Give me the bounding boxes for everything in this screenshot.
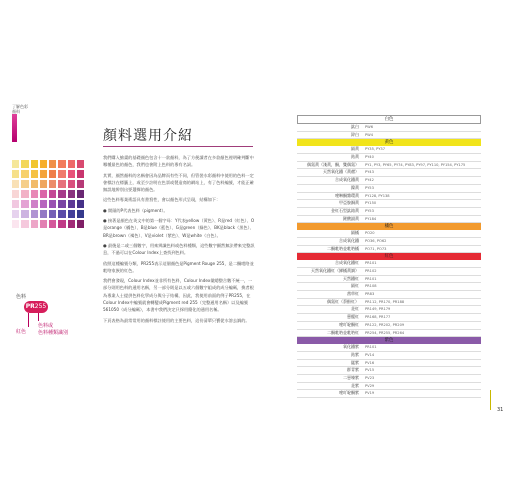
chapter-sublabel: 顏料 [12,109,20,114]
callout-line-right [38,313,39,321]
chapter-label: 了解色彩 [12,104,28,109]
pigment-name: 鎘橘 [351,230,359,236]
pigment-code: PW6 [365,125,374,129]
label-red: 紅色 [16,329,27,335]
pigment-name: 二惡嗪紫 [343,374,359,380]
color-swatch [58,160,65,168]
table-row [297,330,481,338]
color-swatch [31,200,38,208]
pigment-code: PR254, PR255, PR264 [365,330,405,335]
page-title: 顏料選用介紹 [103,128,193,144]
color-swatch [58,190,65,198]
pigment-name: 氧化鐵紫 [343,344,359,350]
table-row [297,200,481,208]
color-swatch [49,220,56,228]
color-swatch [21,210,28,218]
pigment-code: PR101 [365,345,377,350]
pigment-name: 苝紫 [351,382,359,388]
article-paragraph: 其實，顏然顏料的名稱會因為品牌而有些不同，但管裝水彩顏料中使用的色料一定會標註在標籤上，或至少註明在色票或製造商的網站上，有了色料編號，才能正確無誤地辨別出要選擇的顏色。 [103,172,254,193]
pigment-name: 鈦白 [351,124,359,129]
label-class-line1: 色料或 [38,323,54,329]
color-swatch [77,160,84,168]
color-swatch [49,190,56,198]
pigment-code: PY128, PY138 [365,193,390,198]
pigment-code: PR108 [365,284,377,289]
color-swatch [68,180,75,188]
color-swatch [21,160,28,168]
table-row [297,154,481,162]
table-row [297,291,481,299]
table-section-header: 黃色 [297,139,481,146]
color-swatch [77,210,84,218]
color-swatch [40,170,47,178]
pigment-code: PY184 [365,216,377,221]
color-swatch [49,170,56,178]
pigment-code: PV15 [365,368,375,373]
pigment-name: 群青紫 [347,367,359,373]
color-swatch [40,190,47,198]
label-classification [38,323,68,337]
pigment-name: 金紅石型鈦鉻黃 [331,207,359,213]
badge-letters: PR [25,303,35,310]
pigment-code: PY35, PY37 [365,147,385,152]
pigment-code: PR122, PR202, PR209 [365,322,405,327]
color-swatch [49,210,56,218]
table-row [297,177,481,185]
article-body [103,154,255,327]
table-row [297,352,481,360]
decorative-line [490,390,491,410]
color-swatch [68,210,75,218]
table-row [297,169,481,177]
article-paragraph: ● 接著是顏色在英文中的第一個字母：Y代表yellow（黃色）、R是red（紅色）、O是orange（橘色）、B是blue（藍色）、G是green（綠色）、BK是black（黑色）、BR是brown（褐色）、V是violet（紫色）、W是white（白色）。 [103,218,255,238]
table-row [297,185,481,193]
chapter-header [12,104,28,114]
pigment-name: 茜草紅 [347,291,359,297]
pigment-code: PO20 [365,231,375,236]
swatch-row [12,210,84,218]
pigment-code-badge [24,301,48,313]
swatch-row [12,180,84,188]
table-row [297,283,481,291]
table-row [297,260,481,268]
color-swatch [21,180,28,188]
color-swatch [12,170,19,178]
pigment-name: 鎘黃 [351,146,359,152]
pigment-code: PO71, PO73 [365,246,387,251]
color-swatch [40,210,47,218]
pigment-code: PR149, PR179 [365,307,391,312]
color-swatch [68,200,75,208]
color-swatch [68,160,75,168]
color-swatch [12,190,19,198]
pigment-name: 二酮吡咯並吡咯紅 [327,329,359,335]
pigment-name: 合成氧化鐵黃 [335,177,359,183]
table-row [297,390,481,398]
color-swatch [12,220,19,228]
pigment-code: PY40 [365,155,374,160]
color-swatch [40,180,47,188]
pigment-name: 二酮吡咯並吡咯橘 [327,245,359,251]
color-swatch [31,190,38,198]
color-swatch [12,160,19,168]
callout-line-left [28,313,29,327]
pigment-name: 喹吖啶酮紫 [339,390,359,396]
pigment-code: PO36, PO62 [365,238,387,243]
article-paragraph: ● 最後是二或三個數字，用來辨識色料或色料種類，這些數字顯然無法帶來完整訊息，不過可以在Colour Index上查找到色料。 [103,242,255,256]
pigment-name: 鎘紅 [351,283,359,289]
swatch-row [12,190,84,198]
table-row [297,375,481,383]
color-swatch [49,180,56,188]
table-row [297,124,481,132]
article-paragraph: 我們購入繪畫的基礎顏色包含十一款顏料，為了方便讀者在多款顏色裡明確判斷中哪種最色的顏色，我們也會附上色料的專有名詞。 [103,155,254,168]
table-row [297,344,481,352]
color-swatch [49,200,56,208]
article-paragraph: 依照這種編號分類，PR255表示這個顏色是Pigment Rouge 255，是二酮吡咯並吡咯家族的紅色。 [103,260,254,273]
pigment-name: 甲亞胺銅黃 [339,200,359,206]
pigment-name: 偶氮紅（萘酚紅） [327,298,359,304]
color-swatch [12,210,19,218]
color-swatch [49,160,56,168]
pigment-code: PR101 [365,261,377,266]
pigment-name: 蒽醌紅 [347,314,359,320]
table-row [297,216,481,224]
color-swatch [31,180,38,188]
pigment-code: PY53 [365,185,374,190]
pigment-name: 天然氧化鐵紅（銻橘黃調） [311,268,359,273]
color-swatch [31,170,38,178]
pigment-code: PV19 [365,391,375,396]
swatch-row [12,170,84,178]
color-swatch [12,180,19,188]
table-row [297,360,481,368]
table-row [297,208,481,216]
color-swatch [68,190,75,198]
pigment-name: 鈷紫 [351,351,359,357]
color-swatch [77,200,84,208]
chapter-color-tab [12,114,17,142]
color-swatch [21,170,28,178]
table-row [297,276,481,284]
color-swatch [77,170,84,178]
swatch-row [12,200,84,208]
swatch-row [12,160,84,168]
label-class-line2: 色料種類識別 [38,330,69,336]
table-row [297,146,481,154]
color-swatch [58,180,65,188]
color-swatch [77,190,84,198]
table-row [297,268,481,276]
pigment-code: PY1, PY3, PY65, PY74, PY83, PY97, PY110, PY154, PY175 [365,162,466,167]
color-swatch [68,220,75,228]
table-row [297,230,481,238]
pigment-name: 鉍酸鋇黃 [343,215,359,221]
pigment-code: PY42 [365,178,374,183]
pigment-code: PW4 [365,132,374,137]
pigment-code: PV16 [365,360,375,365]
color-swatch-grid [12,160,84,230]
pigment-code: PY43 [365,170,374,175]
color-swatch [31,160,38,168]
pigment-code: PR102 [365,269,377,273]
color-swatch [40,160,47,168]
table-section-header: 紅色 [297,253,481,260]
pigment-name: 天然鐵紅 [343,275,359,281]
color-swatch [77,180,84,188]
table-row [297,299,481,307]
badge-number: 255 [34,303,47,310]
table-section-header: 白色 [297,115,481,124]
color-swatch [31,220,38,228]
article-paragraph: ● 開頭的P代表色料（pigment）。 [103,207,168,213]
table-row [297,238,481,246]
color-swatch [77,220,84,228]
pigment-name: 天然氧化鐵（黃赭） [323,169,359,175]
article-paragraph: 下頁表格為最常常用的顏料標註使用的主要色料，這份清單只寶從水溶去調的。 [103,317,250,323]
pigment-name: 苝紅 [351,306,359,312]
color-swatch [68,170,75,178]
pigment-name: 偶氮黃（淺黃，酮，雙偶氮） [307,161,359,167]
pigment-code: PR112, PR170, PR188 [365,299,405,304]
pigment-name: 喹吖啶酮紅 [339,321,359,327]
color-swatch [12,200,19,208]
pigment-code: PR83 [365,292,375,297]
pigment-code: PV23 [365,375,375,380]
color-swatch [58,170,65,178]
pigment-name: 鋅白 [351,131,359,137]
table-row [297,367,481,375]
color-swatch [21,220,28,228]
label-pigment: 色料 [16,294,27,300]
color-swatch [21,200,28,208]
pigment-table [297,115,481,398]
title-rule [103,146,253,147]
pigment-name: 喹啉酮雜環黃 [335,192,359,198]
table-row [297,246,481,254]
pigment-code: PV29 [365,383,375,388]
color-swatch [58,200,65,208]
table-row [297,132,481,140]
pigment-code: PY53 [365,208,374,213]
pigment-name: 合成氧化鐵紅 [335,260,359,266]
pigment-name: 鈷黃 [351,154,359,160]
color-swatch [31,210,38,218]
article-paragraph: 我們會發現，Colour Index並非所有色料，Colour Index彙總整合數不統一，一部分則用色料的通用名稱，另一部分則是以五或六個數字組成的成分編碼，換者根為專業人士提供色料化學成分與分子結構，因此，我使用前面的例子PR255，在Colour Index中編號就會轉變成Pigment red 255（完整通用名稱）以及編號 561050（成分編碼），本書中我們決定只採用簡化的通用名稱。 [103,278,254,313]
table-row [297,306,481,314]
pigment-code: PR168, PR177 [365,315,391,320]
swatch-row [12,220,84,228]
pigment-code: PV14 [365,352,375,357]
table-row [297,193,481,201]
pigment-name: 錳紫 [351,359,359,365]
pigment-code: PR101 [365,276,377,281]
table-row [297,322,481,330]
color-swatch [58,210,65,218]
table-row [297,383,481,391]
table-section-header: 橘色 [297,223,481,230]
color-swatch [40,200,47,208]
color-swatch [40,220,47,228]
table-section-header: 紫色 [297,337,481,344]
color-swatch [58,220,65,228]
table-row [297,314,481,322]
article-paragraph: 這些色料專業術語具有書寫性，會以顏色形式呈現，結構如下： [103,197,221,203]
pigment-name: 鎳黃 [351,184,359,190]
page-number: 31 [497,407,504,413]
pigment-name: 合成氧化鐵 [339,237,359,243]
pigment-code: PY150 [365,201,377,206]
color-swatch [21,190,28,198]
